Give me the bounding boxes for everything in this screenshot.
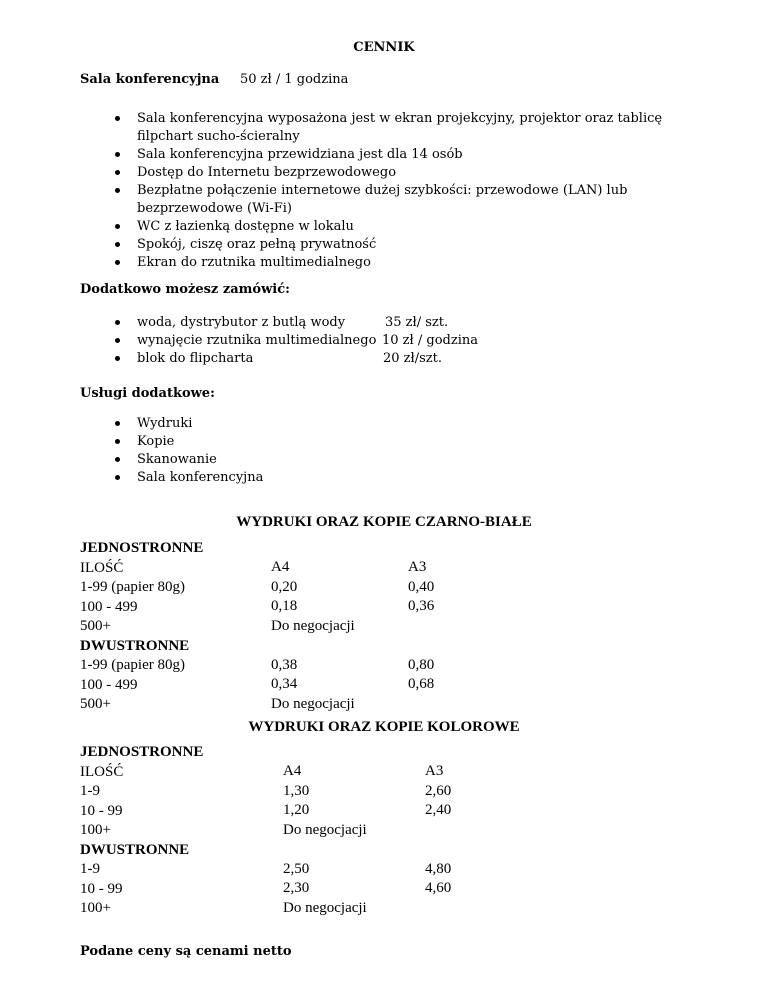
bw-single-heading: JEDNOSTRONNE [80, 540, 204, 556]
color-double-heading: DWUSTRONNE [80, 841, 190, 858]
color-qty-label: ILOŚĆ [80, 763, 124, 780]
color-a4-price: 2,50 [283, 860, 310, 877]
bw-a4-price: 0,38 [271, 656, 298, 673]
bw-a3-column [408, 558, 434, 695]
services-heading: Usługi dodatkowe: [80, 386, 215, 401]
bw-qty: 1-99 (papier 80g) [80, 657, 185, 673]
feature-item: Dostęp do Internetu bezprzewodowego [112, 164, 662, 182]
service-item: Wydruki [112, 415, 263, 433]
bw-qty: 500+ [80, 618, 111, 634]
bw-a4-label: A4 [271, 559, 290, 575]
color-qty-column [80, 743, 203, 919]
color-qty: 100+ [80, 822, 111, 838]
bw-qty: 1-99 (papier 80g) [80, 579, 185, 595]
feature-item: Sala konferencyjna przewidziana jest dla 14 osób [112, 146, 662, 164]
extras-list [112, 314, 376, 368]
bw-a4-price: 0,34 [271, 676, 298, 692]
color-table-title: WYDRUKI ORAZ KOPIE KOLOROWE [248, 719, 520, 735]
color-a3-price: 2,40 [425, 802, 452, 818]
extra-price: 20 zł/szt. [383, 351, 442, 366]
bw-a4-column [271, 558, 355, 714]
color-a4-column [283, 762, 367, 918]
bw-a3-label: A3 [408, 559, 427, 575]
bw-a3-price: 0,80 [408, 656, 435, 673]
color-a4-price: Do negocjacji [283, 899, 367, 916]
extra-item: wynajęcie rzutnika multimedialnego [112, 332, 376, 350]
features-list [112, 110, 662, 272]
service-item: Kopie [112, 433, 263, 451]
color-a3-price: 4,80 [425, 860, 452, 877]
color-qty: 1-9 [80, 783, 100, 799]
service-item: Sala konferencyjna [112, 469, 263, 487]
extra-item: blok do flipcharta [112, 350, 376, 368]
feature-item: Bezpłatne połączenie internetowe dużej szybkości: przewodowe (LAN) lub bezprzewodowe (Wi-Fi) [112, 182, 662, 218]
color-qty: 1-9 [80, 861, 100, 877]
extra-price: 35 zł/ szt. [385, 315, 449, 330]
footer-note: Podane ceny są cenami netto [80, 944, 292, 959]
extra-price: 10 zł / godzina [382, 333, 478, 348]
feature-item: Sala konferencyjna wyposażona jest w ekran projekcyjny, projektor oraz tablicę filpchart sucho-ścieralny [112, 110, 662, 146]
bw-qty: 100 - 499 [80, 676, 138, 693]
feature-item: Ekran do rzutnika multimedialnego [112, 254, 662, 272]
color-a4-price: 2,30 [283, 880, 310, 896]
feature-item: Spokój, ciszę oraz pełną prywatność [112, 236, 662, 254]
bw-qty: 500+ [80, 696, 111, 712]
extra-item: woda, dystrybutor z butlą wody [112, 314, 376, 332]
color-a3-label: A3 [425, 763, 444, 779]
bw-qty-label: ILOŚĆ [80, 559, 124, 576]
color-a4-label: A4 [283, 763, 302, 779]
bw-a4-price: Do negocjacji [271, 617, 355, 634]
extras-heading: Dodatkowo możesz zamówić: [80, 282, 290, 297]
document-title: CENNIK [353, 40, 415, 55]
room-label: Sala konferencyjna [80, 72, 220, 87]
bw-double-heading: DWUSTRONNE [80, 637, 190, 654]
color-qty: 10 - 99 [80, 880, 123, 897]
bw-qty-column [80, 539, 203, 715]
bw-qty: 100 - 499 [80, 598, 138, 615]
feature-item: WC z łazienką dostępne w lokalu [112, 218, 662, 236]
bw-a4-price: 0,18 [271, 598, 298, 614]
bw-a3-price: 0,40 [408, 578, 435, 595]
color-a4-price: Do negocjacji [283, 821, 367, 838]
color-a4-price: 1,20 [283, 802, 310, 818]
bw-a3-price: 0,36 [408, 598, 435, 614]
color-a3-column [425, 762, 451, 899]
bw-a4-price: Do negocjacji [271, 695, 355, 712]
color-qty: 10 - 99 [80, 802, 123, 819]
room-price: 50 zł / 1 godzina [240, 72, 349, 87]
bw-a3-price: 0,68 [408, 676, 435, 692]
color-single-heading: JEDNOSTRONNE [80, 744, 204, 760]
services-list [112, 415, 263, 487]
bw-a4-price: 0,20 [271, 578, 298, 595]
color-qty: 100+ [80, 900, 111, 916]
color-a3-price: 2,60 [425, 782, 452, 799]
bw-table-title: WYDRUKI ORAZ KOPIE CZARNO-BIAŁE [236, 514, 532, 530]
color-a3-price: 4,60 [425, 880, 452, 896]
color-a4-price: 1,30 [283, 782, 310, 799]
service-item: Skanowanie [112, 451, 263, 469]
